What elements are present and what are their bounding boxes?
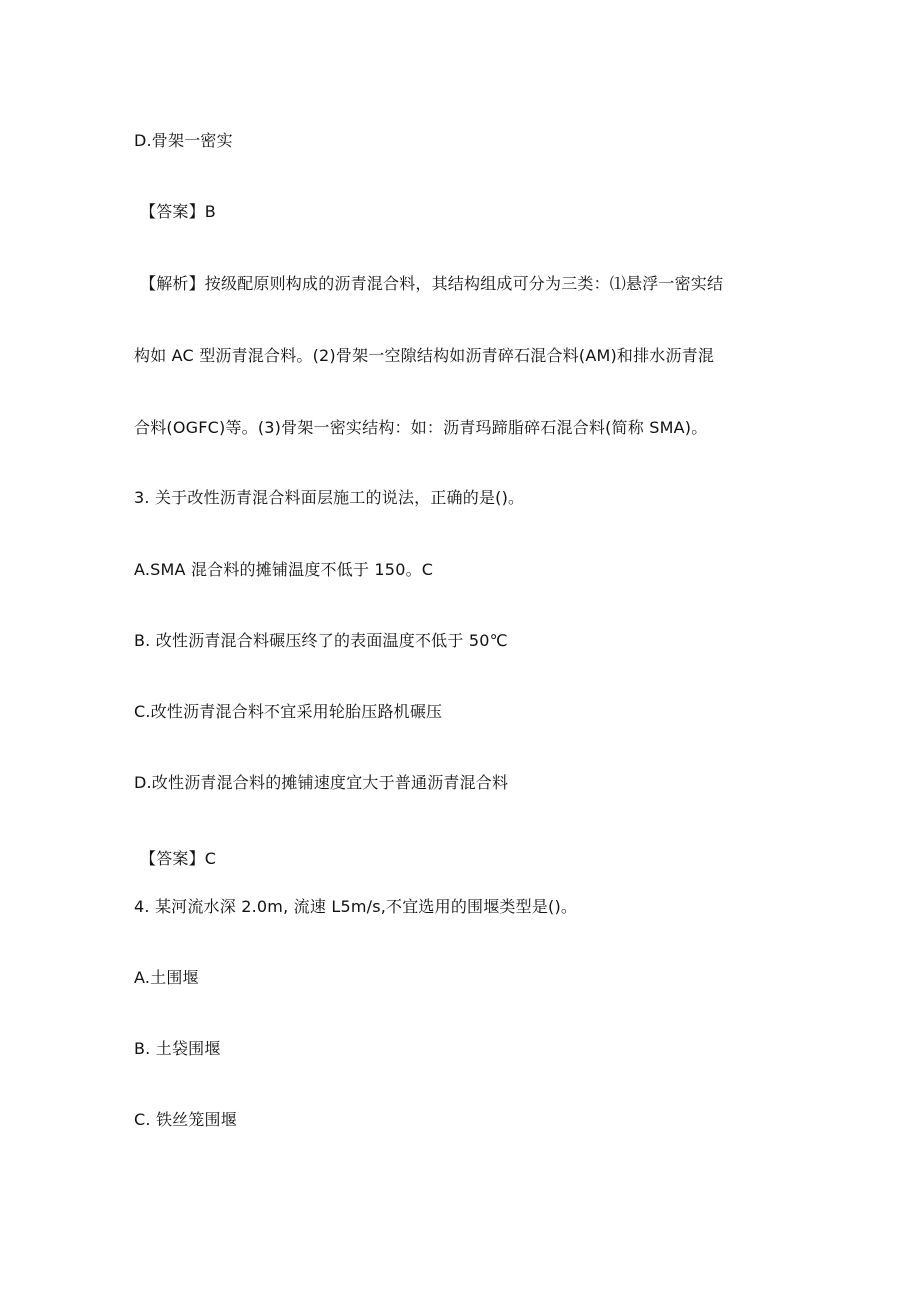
- answer-q3: 【答案】C: [140, 849, 217, 868]
- option-c-q4: C. 铁丝笼围堰: [134, 1110, 237, 1129]
- option-b-q4: B. 土袋围堰: [134, 1039, 221, 1058]
- option-a-q3: A.SMA 混合料的摊铺温度不低于 150。C: [134, 560, 434, 579]
- option-c-q3: C.改性沥青混合料不宜采用轮胎压路机碾压: [134, 702, 443, 721]
- analysis-line-1: 【解析】按级配原则构成的沥青混合料，其结构组成可分为三类：⑴悬浮一密实结: [140, 274, 724, 293]
- question-3: 3. 关于改性沥青混合料面层施工的说法，正确的是()。: [134, 488, 525, 507]
- option-d-q2: D.骨架一密实: [134, 131, 233, 150]
- question-4: 4. 某河流水深 2.0m, 流速 L5m∕s,不宜选用的围堰类型是()。: [134, 897, 578, 916]
- analysis-line-3: 合料(OGFC)等。(3)骨架一密实结构：如：沥青玛蹄脂碎石混合料(简称 SMA)。: [134, 418, 708, 437]
- analysis-line-2: 构如 AC 型沥青混合料。(2)骨架一空隙结构如沥青碎石混合料(AM)和排水沥青混: [134, 346, 715, 365]
- option-a-q4: A.土围堰: [134, 968, 199, 987]
- option-d-q3: D.改性沥青混合料的摊铺速度宜大于普通沥青混合料: [134, 773, 509, 792]
- option-b-q3: B. 改性沥青混合料碾压终了的表面温度不低于 50℃: [134, 631, 508, 650]
- answer-q2: 【答案】B: [140, 202, 216, 221]
